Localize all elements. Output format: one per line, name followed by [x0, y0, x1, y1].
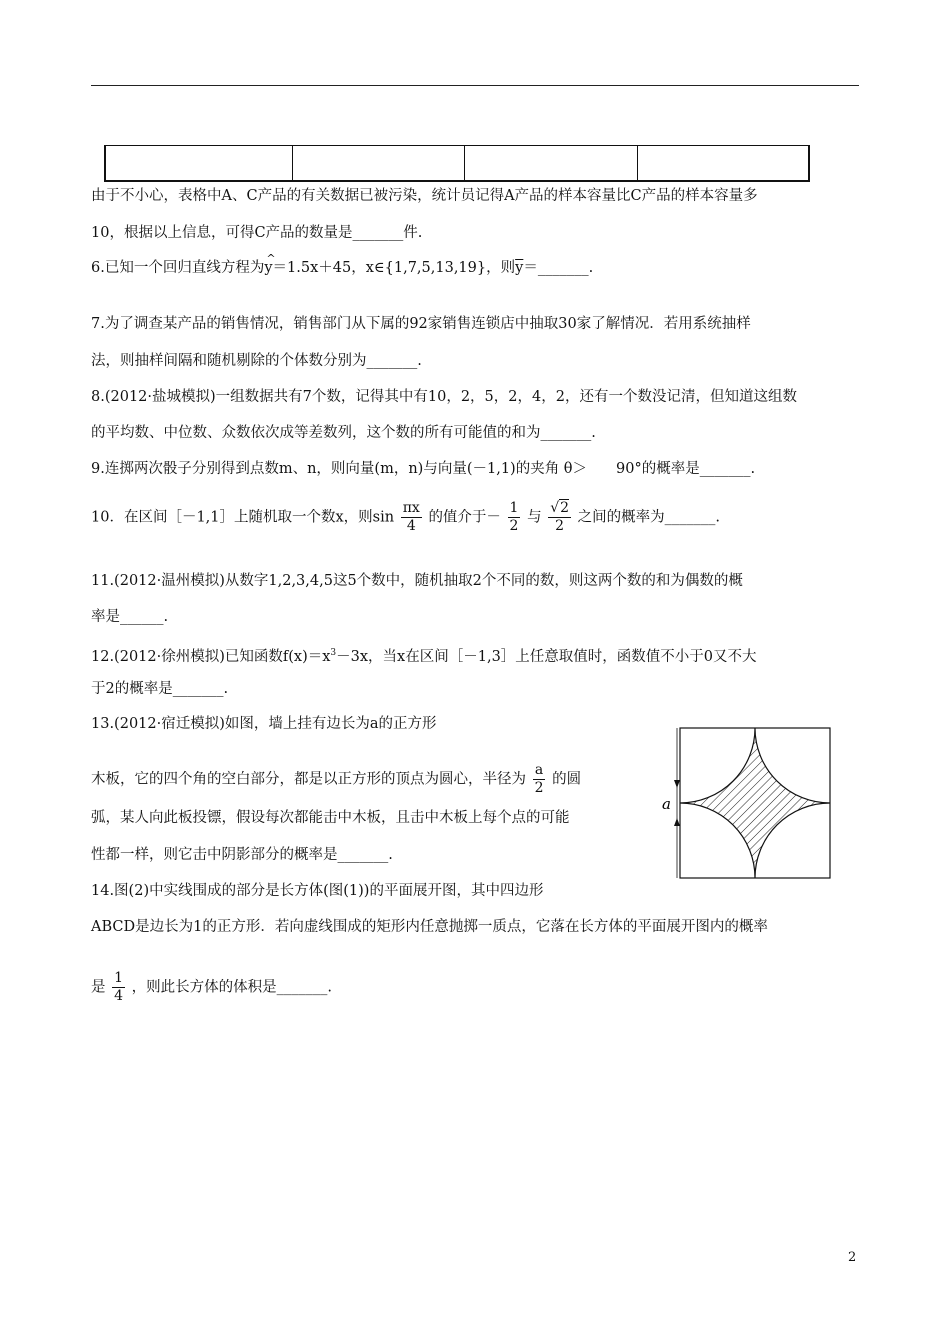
arrow-down-icon — [674, 780, 680, 788]
header-rule — [91, 85, 859, 86]
q14-text: 是 — [91, 979, 106, 996]
question-14 — [91, 970, 332, 1005]
q13-text: 木板，它的四个角的空白部分，都是以正方形的顶点为圆心，半径为 — [91, 771, 526, 788]
numerator: a — [534, 762, 544, 778]
text-line: 9.连掷两次骰子分别得到点数m、n，则向量(m，n)与向量(－1,1)的夹角 θ＞ 90°的概率是_______. — [91, 461, 756, 477]
q6-text: ＝1.5x＋45，x∈{1,7,5,13,19}，则 — [272, 260, 516, 276]
q14-text: ，则此长方体的体积是_______. — [131, 979, 332, 996]
denominator: 4 — [114, 988, 124, 1004]
page-number: 2 — [848, 1250, 857, 1265]
fraction — [112, 970, 125, 1005]
q6-text: 6.已知一个回归直线方程为 — [91, 260, 265, 276]
question-12 — [91, 643, 757, 667]
data-table-fragment — [104, 145, 810, 182]
denominator: 4 — [406, 518, 416, 534]
text-line: 7.为了调查某产品的销售情况，销售部门从下属的92家销售连锁店中抽取30家了解情况．若用系统抽样 — [91, 316, 751, 332]
text-line: 14.图(2)中实线围成的部分是长方体(图(1))的平面展开图，其中四边形 — [91, 883, 544, 899]
shaded-region — [680, 728, 830, 878]
radicand: 2 — [560, 500, 570, 516]
text-line: 率是______. — [91, 609, 169, 625]
text-line: 由于不小心，表格中A、C产品的有关数据已被污染，统计员记得A产品的样本容量比C产品的样本容量多 — [91, 188, 758, 204]
fraction — [401, 500, 422, 535]
denominator: 2 — [534, 780, 544, 796]
table-cell — [465, 146, 637, 180]
text-line: 性都一样，则它击中阴影部分的概率是_______. — [91, 847, 393, 863]
question-13 — [91, 762, 581, 797]
square-board-figure — [650, 720, 840, 880]
question-10 — [91, 500, 720, 535]
q10-text: 与 — [527, 509, 542, 526]
text-line: 8.(2012·盐城模拟)一组数据共有7个数，记得其中有10，2，5，2，4，2，还有一个数没记清，但知道这组数 — [91, 389, 797, 405]
numerator: 1 — [114, 970, 124, 986]
fraction — [533, 762, 546, 797]
table-cell — [638, 146, 808, 180]
text-line: 法，则抽样间隔和随机剔除的个体数分别为_______. — [91, 353, 422, 369]
table-cell — [106, 146, 293, 180]
q12-text: 12.(2012·徐州模拟)已知函数f(x)＝x — [91, 648, 331, 665]
q12-text: －3x，当x在区间［－1,3］上任意取值时，函数值不小于0又不大 — [336, 648, 757, 665]
denominator: 2 — [509, 518, 519, 534]
question-6 — [91, 258, 593, 278]
fraction — [548, 500, 571, 535]
y-bar: $\overline{y}$ — [515, 260, 524, 276]
text-line: 11.(2012·温州模拟)从数字1,2,3,4,5这5个数中，随机抽取2个不同的数，则这两个数的和为偶数的概 — [91, 573, 743, 589]
numerator: √2 — [550, 500, 570, 516]
q13-text: 的圆 — [552, 771, 582, 788]
denominator: 2 — [555, 518, 565, 534]
text-line: ABCD是边长为1的正方形．若向虚线围成的矩形内任意抛掷一质点，它落在长方体的平面展开图内的概率 — [91, 919, 768, 935]
q10-text: 的值介于－ — [428, 509, 501, 526]
table-cell — [293, 146, 465, 180]
text-line: 于2的概率是_______. — [91, 681, 229, 697]
q6-text: ＝_______. — [523, 260, 594, 276]
q10-text: 之间的概率为_______. — [577, 509, 720, 526]
text-line: 弧，某人向此板投镖，假设每次都能击中木板，且击中木板上每个点的可能 — [91, 810, 570, 826]
text-line: 13.(2012·宿迁模拟)如图，墙上挂有边长为a的正方形 — [91, 716, 437, 732]
fraction — [508, 500, 521, 535]
text-line: 10，根据以上信息，可得C产品的数量是_______件. — [91, 225, 423, 241]
text-line: 的平均数、中位数、众数依次成等差数列，这个数的所有可能值的和为_______. — [91, 425, 596, 441]
numerator: 1 — [509, 500, 519, 516]
numerator: πx — [402, 500, 420, 516]
exponent: 3 — [330, 648, 337, 658]
q10-text: 10．在区间［－1,1］上随机取一个数x，则sin — [91, 509, 395, 526]
side-length-label: a — [662, 795, 671, 813]
arrow-up-icon — [674, 818, 680, 826]
y-hat: ^ y — [264, 258, 272, 278]
